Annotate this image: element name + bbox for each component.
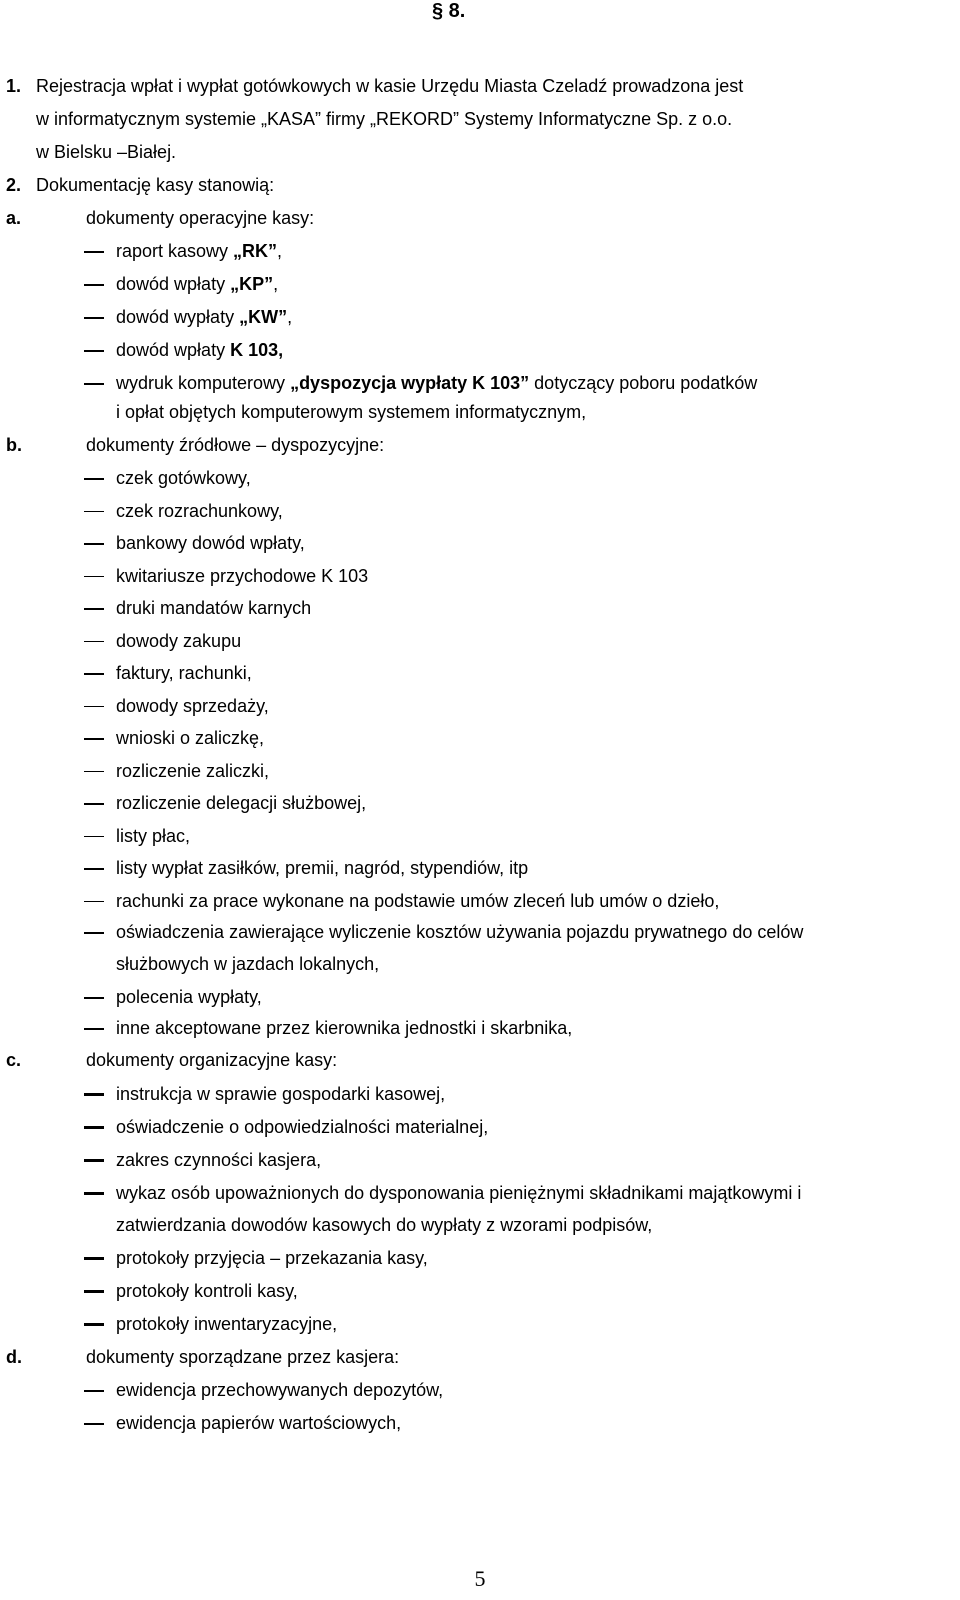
- list-item-text: [116, 305, 292, 329]
- list-item-text: bankowy dowód wpłaty,: [116, 533, 305, 553]
- list-item-pre: dowód wpłaty: [116, 340, 231, 360]
- list-item-text: polecenia wypłaty,: [116, 987, 262, 1007]
- section-a-letter: a.: [6, 208, 22, 228]
- dash-marker: [84, 1159, 104, 1162]
- section-a-title: dokumenty operacyjne kasy:: [86, 208, 315, 228]
- item-1-number: 1.: [6, 76, 22, 96]
- list-item-text: [116, 272, 278, 296]
- dash-marker: [84, 1257, 104, 1260]
- list-item-post: ,: [273, 274, 279, 294]
- dash-marker: [84, 251, 104, 253]
- item-1-line-1: Rejestracja wpłat i wypłat gotówkowych w kasie Urzędu Miasta Czeladź prowadzona jest: [36, 76, 744, 96]
- section-c-wykaz-line-1: wykaz osób upoważnionych do dysponowania pieniężnymi składnikami majątkowymi i: [116, 1183, 802, 1203]
- dash-marker: [84, 1290, 104, 1293]
- list-item-text: zakres czynności kasjera,: [116, 1150, 322, 1170]
- dash-marker: [84, 771, 104, 773]
- list-item-bold: K 103,: [230, 340, 284, 360]
- item-2-text: Dokumentację kasy stanowią:: [36, 175, 275, 195]
- dash-marker: [84, 576, 104, 578]
- list-item-text: instrukcja w sprawie gospodarki kasowej,: [116, 1084, 446, 1104]
- list-item-text: czek rozrachunkowy,: [116, 500, 283, 521]
- section-a-last-item-bold: „dyspozycja wypłaty K 103”: [290, 373, 530, 393]
- section-a-last-item-pre: wydruk komputerowy: [116, 373, 291, 393]
- page-number: 5: [474, 1566, 486, 1591]
- list-item-text: dowody zakupu: [116, 630, 242, 651]
- dash-marker: [84, 608, 104, 610]
- item-2-number: 2.: [6, 175, 22, 195]
- item-1-line-2: w informatycznym systemie „KASA” firmy „REKORD” Systemy Informatyczne Sp. z o.o.: [36, 109, 733, 129]
- section-c-wykaz-line-2: zatwierdzania dowodów kasowych do wypłaty z wzorami podpisów,: [116, 1215, 653, 1235]
- dash-marker: [84, 706, 104, 708]
- dash-marker: [84, 1192, 104, 1195]
- dash-marker: [84, 1323, 104, 1326]
- section-b-oswiadczenia-line-2: służbowych w jazdach lokalnych,: [116, 954, 380, 974]
- list-item-pre: dowód wpłaty: [116, 274, 231, 294]
- list-item-text: protokoły przyjęcia – przekazania kasy,: [116, 1248, 428, 1268]
- dash-marker: [84, 901, 104, 903]
- list-item-pre: dowód wypłaty: [116, 307, 240, 327]
- list-item-text: listy wypłat zasiłków, premii, nagród, stypendiów, itp: [116, 858, 529, 878]
- list-item-text: druki mandatów karnych: [116, 598, 312, 618]
- section-b-letter: b.: [6, 435, 22, 455]
- item-1-line-3: w Bielsku –Białej.: [36, 142, 177, 162]
- list-item-text: kwitariusze przychodowe K 103: [116, 565, 369, 586]
- dash-marker: [84, 1126, 104, 1129]
- dash-marker: [84, 1390, 104, 1392]
- section-a-last-item-line-2: i opłat objętych komputerowym systemem informatycznym,: [116, 402, 587, 422]
- list-item-pre: raport kasowy: [116, 241, 234, 261]
- list-item-bold: „RK”: [233, 241, 278, 261]
- dash-marker: [84, 738, 104, 740]
- list-item-bold: „KW”: [239, 307, 288, 327]
- list-item-post: ,: [277, 241, 283, 261]
- list-item-text: faktury, rachunki,: [116, 663, 252, 683]
- list-item-post: ,: [287, 307, 293, 327]
- dash-marker: [84, 932, 104, 934]
- section-d-letter: d.: [6, 1347, 22, 1367]
- section-a-last-item-post: dotyczący poboru podatków: [529, 373, 758, 393]
- list-item-text: dowody sprzedaży,: [116, 695, 269, 716]
- dash-marker: [84, 543, 104, 545]
- list-item-text: wnioski o zaliczkę,: [116, 728, 265, 748]
- list-item-text: czek gotówkowy,: [116, 468, 251, 488]
- dash-marker: [84, 1093, 104, 1096]
- dash-marker: [84, 868, 104, 870]
- section-a-last-item-line-1: [116, 371, 757, 395]
- dash-marker: [84, 836, 104, 838]
- dash-marker: [84, 997, 104, 999]
- dash-marker: [84, 317, 104, 319]
- list-item-text: protokoły kontroli kasy,: [116, 1281, 298, 1301]
- list-item-text: listy płac,: [116, 825, 191, 846]
- dash-marker: [84, 350, 104, 352]
- dash-marker: [84, 511, 104, 513]
- dash-marker: [84, 284, 104, 286]
- list-item-text: rozliczenie zaliczki,: [116, 760, 270, 781]
- list-item-bold: „KP”: [230, 274, 274, 294]
- list-item-text: [116, 338, 283, 362]
- list-item-text: rachunki za prace wykonane na podstawie umów zleceń lub umów o dzieło,: [116, 890, 720, 911]
- list-item-text: rozliczenie delegacji służbowej,: [116, 793, 367, 813]
- list-item-text: inne akceptowane przez kierownika jednostki i skarbnika,: [116, 1018, 573, 1038]
- dash-marker: [84, 673, 104, 675]
- dash-marker: [84, 641, 104, 643]
- list-item-text: oświadczenie o odpowiedzialności materialnej,: [116, 1117, 489, 1137]
- dash-marker: [84, 383, 104, 385]
- section-c-title: dokumenty organizacyjne kasy:: [86, 1050, 338, 1070]
- paragraph-heading: § 8.: [432, 0, 466, 22]
- dash-marker: [84, 1028, 104, 1030]
- dash-marker: [84, 803, 104, 805]
- list-item-text: [116, 239, 282, 263]
- section-d-title: dokumenty sporządzane przez kasjera:: [86, 1347, 400, 1367]
- section-c-letter: c.: [6, 1050, 22, 1070]
- list-item-text: protokoły inwentaryzacyjne,: [116, 1314, 338, 1334]
- dash-marker: [84, 478, 104, 480]
- list-item-text: ewidencja przechowywanych depozytów,: [116, 1380, 444, 1400]
- section-b-oswiadczenia-line-1: oświadczenia zawierające wyliczenie kosztów używania pojazdu prywatnego do celów: [116, 922, 804, 942]
- section-b-title: dokumenty źródłowe – dyspozycyjne:: [86, 435, 385, 455]
- list-item-text: ewidencja papierów wartościowych,: [116, 1413, 402, 1433]
- dash-marker: [84, 1423, 104, 1425]
